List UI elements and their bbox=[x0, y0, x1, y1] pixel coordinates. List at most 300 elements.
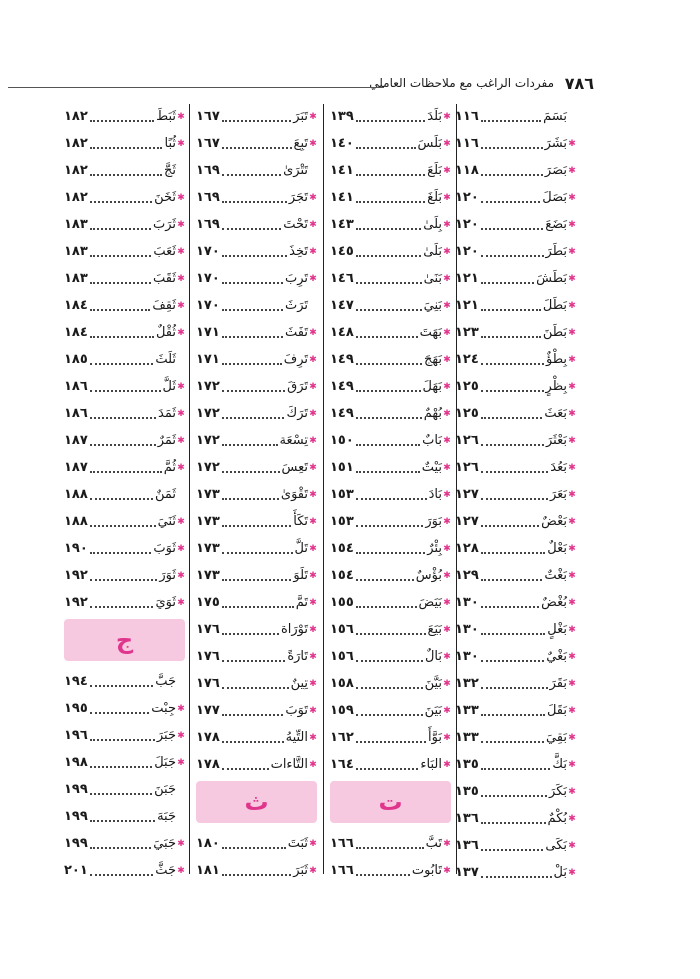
index-entry bbox=[196, 482, 317, 508]
index-entry bbox=[330, 185, 451, 211]
entry-page-number: ١٥٩ bbox=[330, 703, 354, 718]
index-entry bbox=[64, 509, 185, 535]
asterisk-icon: ✱ bbox=[443, 733, 451, 743]
dot-leader bbox=[356, 390, 421, 392]
asterisk-icon: ✱ bbox=[568, 355, 576, 365]
index-entry bbox=[330, 266, 451, 292]
index-entry bbox=[64, 563, 185, 589]
dot-leader bbox=[90, 363, 154, 365]
dot-leader bbox=[90, 847, 151, 849]
entry-word: تَرَكَ bbox=[286, 406, 308, 421]
entry-page-number: ١٤٩ bbox=[330, 379, 354, 394]
index-entry bbox=[330, 455, 451, 481]
dot-leader bbox=[481, 795, 547, 797]
dot-leader bbox=[356, 606, 417, 608]
entry-word: تَرِفَ bbox=[283, 352, 308, 367]
dot-leader bbox=[90, 712, 149, 714]
entry-word: تَابُوت bbox=[411, 863, 442, 878]
entry-page-number: ١٢٤ bbox=[455, 352, 479, 367]
entry-page-number: ١٢٠ bbox=[455, 244, 479, 259]
index-entry bbox=[330, 536, 451, 562]
asterisk-icon: ✱ bbox=[309, 625, 317, 635]
dot-leader bbox=[356, 309, 422, 311]
entry-word: بَهَتَ bbox=[419, 325, 442, 340]
entry-page-number: ١٣٦ bbox=[455, 838, 479, 853]
entry-word: التَّاءات bbox=[270, 757, 308, 772]
dot-leader bbox=[222, 687, 289, 689]
index-entry bbox=[455, 401, 576, 427]
entry-word: بَلْ bbox=[553, 865, 567, 880]
entry-page-number: ١٧٠ bbox=[196, 271, 220, 286]
entry-page-number: ١٨٨ bbox=[64, 487, 88, 502]
entry-page-number: ١٩٥ bbox=[64, 701, 88, 716]
index-entry bbox=[196, 509, 317, 535]
index-entry bbox=[196, 374, 317, 400]
asterisk-icon: ✱ bbox=[568, 814, 576, 824]
entry-word: بَعَثَ bbox=[544, 406, 567, 421]
asterisk-icon: ✱ bbox=[443, 409, 451, 419]
asterisk-icon: ✱ bbox=[568, 625, 576, 635]
asterisk-icon: ✱ bbox=[309, 112, 317, 122]
entry-page-number: ٢٠١ bbox=[64, 863, 88, 878]
dot-leader bbox=[90, 874, 153, 876]
index-entry bbox=[64, 266, 185, 292]
running-title: مفردات الراغب مع ملاحظات العاملي bbox=[369, 76, 554, 90]
entry-page-number: ١٧٠ bbox=[196, 298, 220, 313]
entry-word: بَابٌ bbox=[422, 433, 442, 448]
entry-word: ثَبَرَ bbox=[293, 863, 308, 878]
index-entry bbox=[455, 860, 576, 886]
entry-word: جَبَرَ bbox=[156, 728, 176, 743]
asterisk-icon: ✱ bbox=[309, 193, 317, 203]
dot-leader bbox=[481, 633, 545, 635]
entry-page-number: ١٢٩ bbox=[455, 568, 479, 583]
dot-leader bbox=[90, 793, 152, 795]
asterisk-icon: ✱ bbox=[309, 328, 317, 338]
entry-word: ثَلَثَ bbox=[155, 352, 176, 367]
asterisk-icon: ✱ bbox=[177, 704, 185, 714]
index-entry bbox=[330, 831, 451, 857]
asterisk-icon: ✱ bbox=[443, 625, 451, 635]
asterisk-icon: ✱ bbox=[443, 544, 451, 554]
dot-leader bbox=[222, 228, 281, 230]
dot-leader bbox=[356, 874, 410, 876]
letter-section-heading: ت bbox=[330, 781, 451, 823]
asterisk-icon: ✱ bbox=[568, 139, 576, 149]
entry-page-number: ١٥٤ bbox=[330, 541, 354, 556]
entry-page-number: ١٤٨ bbox=[330, 325, 354, 340]
page-number: ٧٨٦ bbox=[564, 74, 594, 93]
entry-page-number: ١٧٥ bbox=[196, 595, 220, 610]
dot-leader bbox=[481, 120, 541, 122]
entry-page-number: ١٨٣ bbox=[64, 244, 88, 259]
index-entry bbox=[330, 858, 451, 884]
index-entry bbox=[64, 669, 185, 695]
entry-page-number: ١٦٩ bbox=[196, 217, 220, 232]
asterisk-icon: ✱ bbox=[177, 571, 185, 581]
entry-page-number: ١٤٩ bbox=[330, 406, 354, 421]
dot-leader bbox=[90, 255, 152, 257]
entry-page-number: ١٥٥ bbox=[330, 595, 354, 610]
index-entry bbox=[455, 455, 576, 481]
dot-leader bbox=[356, 687, 423, 689]
dot-leader bbox=[481, 687, 548, 689]
asterisk-icon: ✱ bbox=[443, 517, 451, 527]
dot-leader bbox=[90, 174, 162, 176]
index-entry bbox=[64, 428, 185, 454]
asterisk-icon: ✱ bbox=[568, 436, 576, 446]
entry-word: ثُقْلٌ bbox=[155, 325, 176, 340]
dot-leader bbox=[90, 820, 155, 822]
dot-leader bbox=[356, 228, 421, 230]
dot-leader bbox=[90, 201, 152, 203]
index-entry bbox=[330, 320, 451, 346]
entry-page-number: ١٦٦ bbox=[330, 836, 354, 851]
dot-leader bbox=[481, 579, 543, 581]
entry-page-number: ١٢٠ bbox=[455, 190, 479, 205]
entry-word: بَوَّأَ bbox=[428, 730, 442, 745]
entry-word: ثَعَبَ bbox=[153, 244, 176, 259]
entry-page-number: ١٩٩ bbox=[64, 782, 88, 797]
asterisk-icon: ✱ bbox=[177, 839, 185, 849]
asterisk-icon: ✱ bbox=[568, 166, 576, 176]
entry-word: بَعْضٌ bbox=[541, 514, 567, 529]
entry-word: تَبِعَ bbox=[293, 136, 308, 151]
dot-leader bbox=[222, 201, 287, 203]
dot-leader bbox=[222, 768, 269, 770]
entry-page-number: ١٨٣ bbox=[64, 217, 88, 232]
dot-leader bbox=[481, 309, 541, 311]
entry-page-number: ١٧٢ bbox=[196, 406, 220, 421]
dot-leader bbox=[90, 417, 156, 419]
index-entry bbox=[455, 239, 576, 265]
dot-leader bbox=[90, 552, 152, 554]
index-entry bbox=[330, 374, 451, 400]
index-entry bbox=[455, 482, 576, 508]
asterisk-icon: ✱ bbox=[568, 382, 576, 392]
entry-word: بُغْضٌ bbox=[541, 595, 567, 610]
entry-word: بِظْرٍ bbox=[545, 379, 567, 394]
entry-word: بَطَشَ bbox=[536, 271, 567, 286]
dot-leader bbox=[481, 282, 534, 284]
letter-section-heading: ث bbox=[196, 781, 317, 823]
asterisk-icon: ✱ bbox=[309, 571, 317, 581]
entry-word: بَيَعَ bbox=[427, 622, 442, 637]
entry-word: تَعِسَ bbox=[281, 460, 308, 475]
dot-leader bbox=[356, 768, 419, 770]
index-entry bbox=[330, 104, 451, 130]
index-entry bbox=[196, 698, 317, 724]
asterisk-icon: ✱ bbox=[443, 679, 451, 689]
asterisk-icon: ✱ bbox=[568, 706, 576, 716]
dot-leader bbox=[90, 309, 151, 311]
index-entry bbox=[196, 563, 317, 589]
index-entry bbox=[196, 239, 317, 265]
dot-leader bbox=[481, 336, 541, 338]
entry-word: ثَلَّ bbox=[162, 379, 176, 394]
index-entry bbox=[64, 104, 185, 130]
entry-page-number: ١٢٧ bbox=[455, 514, 479, 529]
index-entry bbox=[196, 455, 317, 481]
asterisk-icon: ✱ bbox=[443, 355, 451, 365]
entry-word: جِبْت bbox=[151, 701, 176, 716]
index-entry bbox=[64, 482, 185, 508]
dot-leader bbox=[356, 417, 422, 419]
dot-leader bbox=[481, 228, 543, 230]
index-entry bbox=[64, 185, 185, 211]
entry-page-number: ١٧٦ bbox=[196, 676, 220, 691]
index-entry bbox=[330, 158, 451, 184]
asterisk-icon: ✱ bbox=[309, 220, 317, 230]
entry-word: بَصَرَ bbox=[544, 163, 567, 178]
entry-page-number: ١٧٣ bbox=[196, 514, 220, 529]
index-column-4 bbox=[64, 104, 185, 878]
index-entry bbox=[196, 428, 317, 454]
entry-word: تَبَرَ bbox=[293, 109, 308, 124]
asterisk-icon: ✱ bbox=[443, 760, 451, 770]
dot-leader bbox=[90, 471, 162, 473]
asterisk-icon: ✱ bbox=[568, 301, 576, 311]
entry-page-number: ١٢٥ bbox=[455, 406, 479, 421]
entry-word: بَطَنَ bbox=[542, 325, 567, 340]
entry-page-number: ١٥٦ bbox=[330, 622, 354, 637]
entry-page-number: ١٨٨ bbox=[64, 514, 88, 529]
dot-leader bbox=[222, 336, 283, 338]
asterisk-icon: ✱ bbox=[443, 598, 451, 608]
entry-word: ثَقِفَ bbox=[152, 298, 176, 313]
index-entry bbox=[455, 158, 576, 184]
index-entry bbox=[196, 644, 317, 670]
entry-page-number: ١٦٩ bbox=[196, 190, 220, 205]
dot-leader bbox=[356, 525, 424, 527]
entry-page-number: ١٢٠ bbox=[455, 217, 479, 232]
dot-leader bbox=[222, 552, 293, 554]
entry-word: تَكَأَ bbox=[293, 514, 308, 529]
index-entry bbox=[455, 698, 576, 724]
index-entry bbox=[64, 455, 185, 481]
entry-page-number: ١٣٥ bbox=[455, 784, 479, 799]
entry-page-number: ١٢٦ bbox=[455, 460, 479, 475]
dot-leader bbox=[356, 120, 425, 122]
asterisk-icon: ✱ bbox=[309, 463, 317, 473]
asterisk-icon: ✱ bbox=[177, 193, 185, 203]
entry-page-number: ١٨٤ bbox=[64, 298, 88, 313]
entry-word: بَعْثَرَ bbox=[546, 433, 567, 448]
index-entry bbox=[330, 131, 451, 157]
entry-word: بُهْمٌ bbox=[423, 406, 442, 421]
index-entry bbox=[330, 482, 451, 508]
index-entry bbox=[330, 239, 451, 265]
entry-page-number: ١٥١ bbox=[330, 460, 354, 475]
index-entry bbox=[330, 401, 451, 427]
dot-leader bbox=[481, 498, 548, 500]
index-entry bbox=[330, 428, 451, 454]
dot-leader bbox=[481, 714, 545, 716]
dot-leader bbox=[356, 444, 420, 446]
index-entry bbox=[330, 671, 451, 697]
entry-word: ثَجَّ bbox=[163, 163, 176, 178]
index-entry bbox=[196, 725, 317, 751]
asterisk-icon: ✱ bbox=[568, 841, 576, 851]
index-entry bbox=[64, 696, 185, 722]
dot-leader bbox=[222, 741, 284, 743]
entry-page-number: ١٨٤ bbox=[64, 325, 88, 340]
dot-leader bbox=[481, 201, 540, 203]
entry-page-number: ١٧٢ bbox=[196, 433, 220, 448]
dot-leader bbox=[222, 633, 279, 635]
index-entry bbox=[330, 293, 451, 319]
index-entry bbox=[64, 723, 185, 749]
entry-word: بَطَلَ bbox=[542, 298, 567, 313]
asterisk-icon: ✱ bbox=[568, 409, 576, 419]
asterisk-icon: ✱ bbox=[177, 544, 185, 554]
entry-page-number: ١٩٤ bbox=[64, 674, 88, 689]
entry-page-number: ١٧٣ bbox=[196, 487, 220, 502]
entry-word: ثَمَرٌ bbox=[157, 433, 176, 448]
entry-page-number: ١٨٥ bbox=[64, 352, 88, 367]
entry-word: تَارَةً bbox=[287, 649, 308, 664]
dot-leader bbox=[356, 363, 422, 365]
asterisk-icon: ✱ bbox=[309, 247, 317, 257]
index-entry bbox=[455, 104, 576, 130]
index-entry bbox=[455, 293, 576, 319]
dot-leader bbox=[356, 174, 425, 176]
index-entry bbox=[455, 212, 576, 238]
entry-page-number: ١٧٣ bbox=[196, 568, 220, 583]
entry-word: بَعُدَ bbox=[550, 460, 567, 475]
asterisk-icon: ✱ bbox=[568, 490, 576, 500]
entry-word: ثَرَبَ bbox=[152, 217, 176, 232]
asterisk-icon: ✱ bbox=[568, 598, 576, 608]
index-entry bbox=[455, 266, 576, 292]
entry-word: بِئْرٌ bbox=[427, 541, 442, 556]
index-entry bbox=[64, 858, 185, 884]
dot-leader bbox=[481, 552, 545, 554]
entry-page-number: ١٢٣ bbox=[455, 325, 479, 340]
entry-word: ثُمَّ bbox=[163, 460, 176, 475]
dot-leader bbox=[356, 255, 421, 257]
entry-word: تِينٌ bbox=[290, 676, 308, 691]
dot-leader bbox=[90, 579, 158, 581]
asterisk-icon: ✱ bbox=[568, 463, 576, 473]
index-entry bbox=[64, 239, 185, 265]
dot-leader bbox=[222, 255, 287, 257]
index-entry bbox=[64, 750, 185, 776]
index-entry bbox=[455, 617, 576, 643]
index-entry bbox=[64, 347, 185, 373]
entry-page-number: ١٧٧ bbox=[196, 703, 220, 718]
dot-leader bbox=[90, 525, 156, 527]
asterisk-icon: ✱ bbox=[443, 193, 451, 203]
dot-leader bbox=[222, 120, 291, 122]
dot-leader bbox=[356, 498, 427, 500]
asterisk-icon: ✱ bbox=[568, 193, 576, 203]
entry-word: البَاء bbox=[420, 757, 442, 772]
dot-leader bbox=[481, 849, 544, 851]
asterisk-icon: ✱ bbox=[443, 866, 451, 876]
index-entry bbox=[455, 725, 576, 751]
asterisk-icon: ✱ bbox=[443, 382, 451, 392]
entry-word: ثَوَرَ bbox=[159, 568, 176, 583]
entry-word: تَبَّ bbox=[425, 836, 442, 851]
dot-leader bbox=[90, 120, 154, 122]
entry-word: بَطَرَ bbox=[545, 244, 567, 259]
entry-word: بَشَرَ bbox=[544, 136, 567, 151]
asterisk-icon: ✱ bbox=[309, 760, 317, 770]
index-entry bbox=[196, 131, 317, 157]
asterisk-icon: ✱ bbox=[309, 382, 317, 392]
entry-word: بَصَلَ bbox=[542, 190, 567, 205]
index-entry bbox=[196, 212, 317, 238]
entry-word: ثَبَطَ bbox=[156, 109, 176, 124]
dot-leader bbox=[90, 228, 151, 230]
index-entry bbox=[455, 131, 576, 157]
asterisk-icon: ✱ bbox=[177, 463, 185, 473]
asterisk-icon: ✱ bbox=[443, 247, 451, 257]
entry-page-number: ١٨٦ bbox=[64, 406, 88, 421]
dot-leader bbox=[481, 471, 548, 473]
entry-word: جَبَّ bbox=[155, 674, 176, 689]
entry-word: بَلَسَ bbox=[417, 136, 442, 151]
entry-page-number: ١٦٢ bbox=[330, 730, 354, 745]
index-entry bbox=[455, 347, 576, 373]
dot-leader bbox=[481, 255, 544, 257]
dot-leader bbox=[356, 660, 423, 662]
entry-word: تَتْرَىٰ bbox=[283, 163, 308, 178]
asterisk-icon: ✱ bbox=[568, 571, 576, 581]
entry-word: بِلَىٰ bbox=[423, 217, 442, 232]
entry-page-number: ١٧٨ bbox=[196, 757, 220, 772]
index-entry bbox=[455, 536, 576, 562]
entry-word: بَلَعَ bbox=[427, 163, 442, 178]
asterisk-icon: ✱ bbox=[177, 220, 185, 230]
entry-word: بَيَضَ bbox=[418, 595, 442, 610]
index-column-1 bbox=[455, 104, 576, 880]
dot-leader bbox=[90, 390, 161, 392]
dot-leader bbox=[356, 471, 420, 473]
entry-word: بَغْتٌ bbox=[544, 568, 567, 583]
entry-page-number: ١٣٠ bbox=[455, 649, 479, 664]
asterisk-icon: ✱ bbox=[309, 490, 317, 500]
entry-page-number: ١٢٥ bbox=[455, 379, 479, 394]
dot-leader bbox=[222, 847, 286, 849]
index-entry bbox=[196, 752, 317, 778]
dot-leader bbox=[481, 444, 544, 446]
entry-page-number: ١٩٩ bbox=[64, 809, 88, 824]
asterisk-icon: ✱ bbox=[309, 839, 317, 849]
entry-page-number: ١٧٣ bbox=[196, 541, 220, 556]
dot-leader bbox=[90, 766, 152, 768]
entry-page-number: ١٤٥ bbox=[330, 244, 354, 259]
dot-leader bbox=[481, 876, 552, 878]
entry-page-number: ١٧٢ bbox=[196, 379, 220, 394]
index-entry bbox=[196, 858, 317, 884]
dot-leader bbox=[222, 417, 285, 419]
entry-word: ثُبًا bbox=[164, 136, 176, 151]
entry-page-number: ١٩٠ bbox=[64, 541, 88, 556]
asterisk-icon: ✱ bbox=[309, 355, 317, 365]
entry-page-number: ١٣٥ bbox=[455, 757, 479, 772]
asterisk-icon: ✱ bbox=[443, 652, 451, 662]
entry-word: ثَنَيَ bbox=[157, 514, 176, 529]
dot-leader bbox=[90, 282, 151, 284]
asterisk-icon: ✱ bbox=[177, 517, 185, 527]
index-entry bbox=[196, 617, 317, 643]
asterisk-icon: ✱ bbox=[443, 436, 451, 446]
entry-word: جَبَنَ bbox=[154, 782, 176, 797]
index-entry bbox=[64, 804, 185, 830]
asterisk-icon: ✱ bbox=[443, 706, 451, 716]
